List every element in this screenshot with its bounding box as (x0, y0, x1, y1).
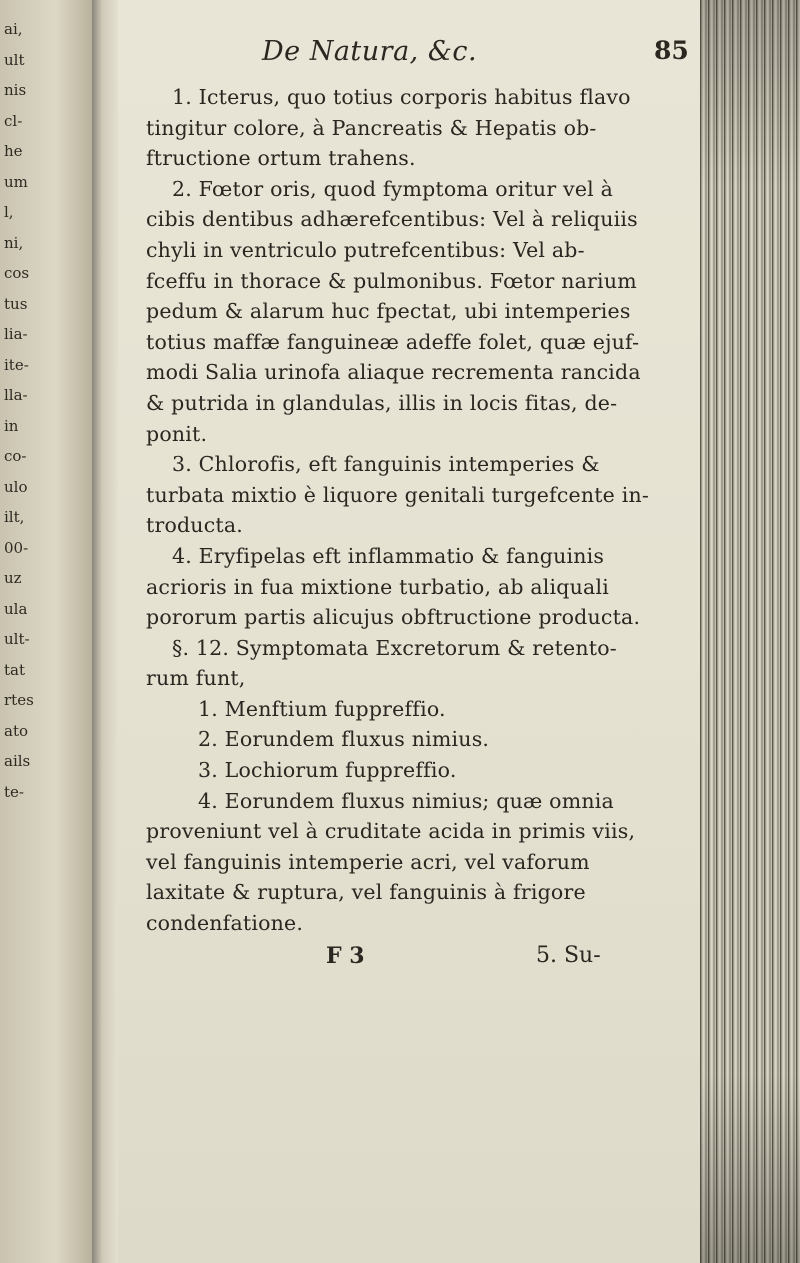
left-page-fragment: cl- (4, 111, 23, 130)
running-title: De Natura, &c. (262, 36, 478, 67)
text-line: 1. Icterus, quo totius corporis habitus flavo (172, 85, 631, 109)
page-text-block (146, 36, 689, 977)
text-line: condenfatione. (146, 911, 304, 936)
fore-edge-shadow (700, 0, 800, 1263)
book-gutter (92, 0, 118, 1263)
text-line: 3. Chlorofis, eft fanguinis intemperies & (172, 452, 600, 477)
text-line: 2. Eorundem fluxus nimius. (198, 727, 490, 752)
text-line: 3. Lochiorum fuppreffio. (198, 758, 457, 783)
left-page-fragment: ai, (4, 20, 23, 38)
catchword: 5. Su- (536, 942, 601, 968)
text-line: ponit. (146, 421, 208, 446)
left-page-fragment: ult- (4, 630, 30, 648)
text-line: turbata mixtio è liquore genitali turgefcente in- (146, 482, 650, 507)
left-page-fragment: ni, (4, 233, 24, 252)
text-line: modi Salia urinofa aliaque recrementa rancida (146, 360, 641, 385)
left-page-fragment: ails (4, 752, 31, 770)
left-page-fragment: co- (4, 447, 27, 465)
left-page-fragment: ato (4, 721, 29, 740)
text-line: troducta. (146, 513, 243, 538)
left-page-fragment: um (4, 172, 28, 191)
body-text (146, 82, 686, 939)
text-line: & putrida in glandulas, illis in locis fitas, de- (146, 390, 618, 415)
left-page-fragment: 00- (4, 538, 29, 557)
left-page-fragment: ite- (4, 355, 29, 374)
text-line: 1. Menftium fuppreffio. (198, 696, 446, 721)
text-line: ftructione ortum trahens. (146, 146, 416, 171)
left-page-fragment: uz (4, 569, 22, 587)
left-page-fragment: te- (4, 782, 24, 801)
text-line: chyli in ventriculo putrefcentibus: Vel ab- (146, 237, 585, 262)
text-line: acrioris in fua mixtione turbatio, ab aliquali (146, 574, 609, 599)
text-line: cibis dentibus adhærefcentibus: Vel à reliquiis (146, 207, 638, 232)
text-line: tingitur colore, à Pancreatis & Hepatis ob- (146, 115, 597, 140)
left-page-fragment: ula (4, 599, 28, 618)
left-page-fragment: he (4, 142, 23, 160)
text-line: pororum partis alicujus obftructione producta. (146, 605, 641, 630)
text-line: 4. Eryfipelas eft inflammatio & fanguinis (172, 543, 605, 568)
left-page-fragment: cos (4, 264, 30, 282)
signature-mark: F 3 (326, 942, 365, 969)
text-line: vel fanguinis intemperie acri, vel vaforum (146, 849, 590, 874)
left-page-fragment: ilt, (4, 508, 25, 526)
page-number: 85 (654, 36, 689, 65)
text-line: totius maffæ fanguineæ adeffe folet, quæ ejuf- (146, 329, 640, 354)
left-page-fragment: ulo (4, 477, 28, 496)
text-line: rum funt, (146, 666, 246, 691)
text-line: proveniunt vel à cruditate acida in primis viis, (146, 819, 636, 844)
text-line: §. 12. Symptomata Excretorum & retento- (172, 635, 617, 660)
left-page-fragment: lia- (4, 325, 28, 343)
left-page-edge (0, 0, 92, 1263)
text-line: 4. Eorundem fluxus nimius; quæ omnia (198, 788, 614, 813)
text-line: pedum & alarum huc fpectat, ubi intemperies (146, 299, 631, 324)
page-footer (146, 943, 686, 977)
left-page-fragment: in (4, 416, 19, 435)
left-page-fragment: tat (4, 660, 25, 679)
page-header (146, 36, 689, 76)
text-line: laxitate & ruptura, vel fanguinis à frigore (146, 880, 586, 905)
left-page-fragment: rtes (4, 691, 34, 709)
left-page-fragment: lla- (4, 386, 28, 404)
text-line: 2. Fœtor oris, quod fymptoma oritur vel à (172, 176, 614, 201)
text-line: fceffu in thorace & pulmonibus. Fœtor narium (146, 268, 637, 293)
left-page-fragment: ult (4, 50, 25, 69)
left-page-fragment: nis (4, 81, 27, 99)
left-page-fragment: l, (4, 203, 14, 221)
left-page-fragment: tus (4, 294, 28, 313)
